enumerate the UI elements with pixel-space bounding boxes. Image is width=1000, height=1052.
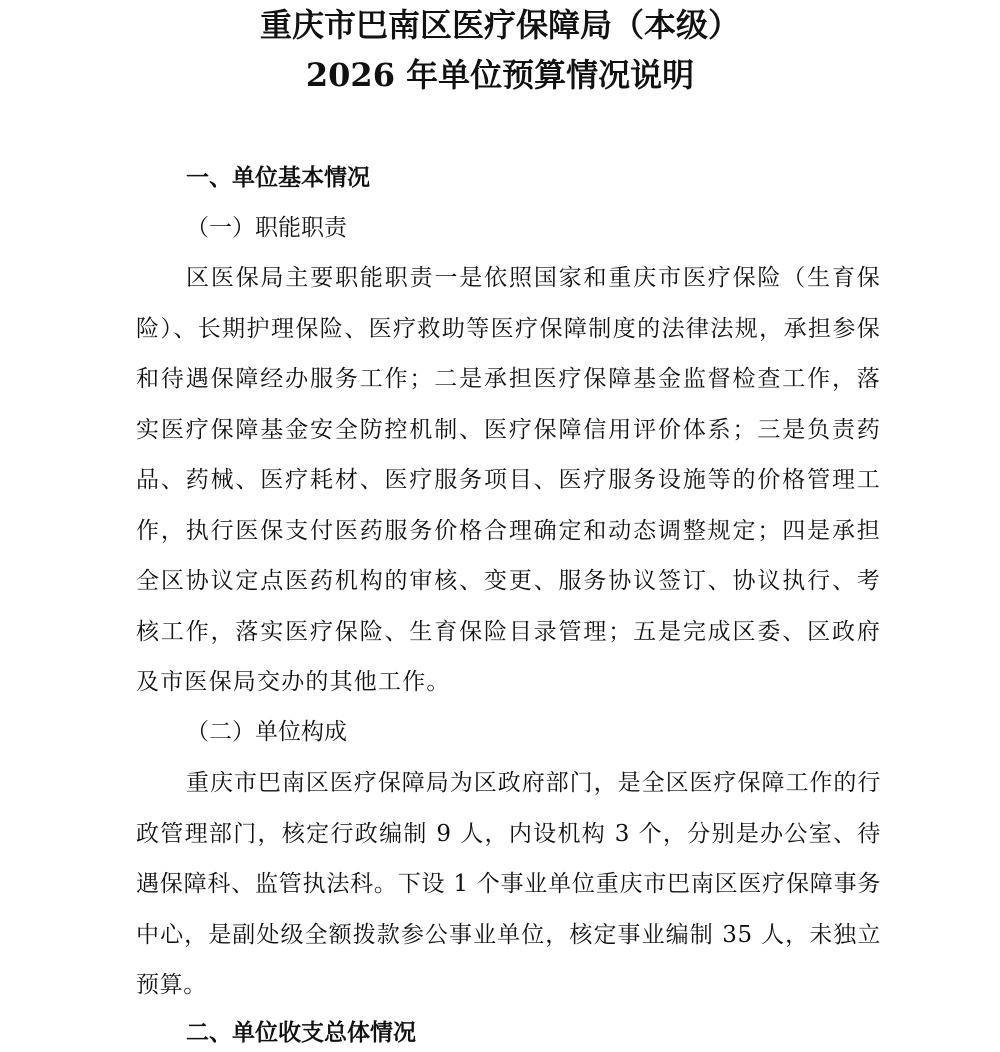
section-1-1-paragraph: 区医保局主要职能职责一是依照国家和重庆市医疗保险（生育保险）、长期护理保险、医疗救助等医疗保障制度的法律法规，承担参保和待遇保障经办服务工作；二是承担医疗保障基金监督检查工作，落实医疗保障基金安全防控机制、医疗保障信用评价体系；三是负责药品、药械、医疗耗材、医疗服务项目、医疗服务设施等的价格管理工作，执行医保支付医药服务价格合理确定和动态调整规定；四是承担全区协议定点医药机构的审核、变更、服务协议签订、协议执行、考核工作，落实医疗保险、生育保险目录管理；五是完成区委、区政府及市医保局交办的其他工作。 bbox=[136, 265, 881, 695]
document-title-line-2: 2026 年单位预算情况说明 bbox=[305, 56, 695, 94]
section-1-2-paragraph: 重庆市巴南区医疗保障局为区政府部门，是全区医疗保障工作的行政管理部门，核定行政编制 9 人，内设机构 3 个，分别是办公室、待遇保障科、监管执法科。下设 1 个事业单位重庆市巴南区医疗保障事务中心，是副处级全额拨款参公事业单位，核定事业编制 35 人，未独立预算。 bbox=[136, 770, 881, 998]
section-2-heading: 二、单位收支总体情况 bbox=[186, 1020, 416, 1046]
section-1-2-heading: （二）单位构成 bbox=[186, 719, 347, 745]
document-title-line-1: 重庆市巴南区医疗保障局（本级） bbox=[259, 6, 740, 44]
section-1-1-heading: （一）职能职责 bbox=[186, 215, 347, 241]
section-1-heading: 一、单位基本情况 bbox=[186, 165, 370, 191]
